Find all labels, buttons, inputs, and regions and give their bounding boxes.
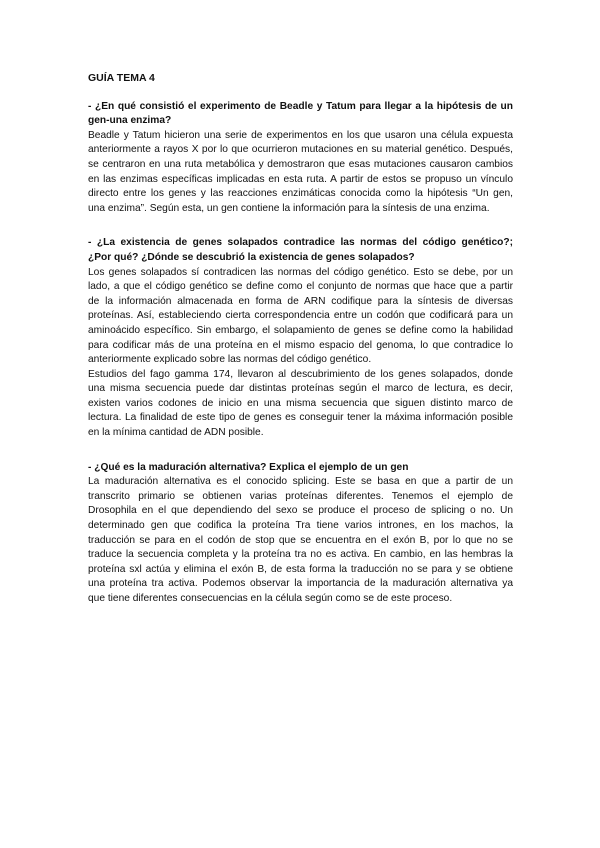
paragraph-line: proteína sxl actúa y elimina el exón B, de esta forma la traducción no se para y se obtiene bbox=[88, 563, 513, 575]
document-title: GUÍA TEMA 4 bbox=[88, 72, 155, 84]
section-3 bbox=[88, 461, 513, 607]
paragraph-line: Estudios del fago gamma 174, llevaron al descubrimiento de los genes solapados, donde bbox=[88, 368, 513, 380]
question-heading bbox=[88, 461, 513, 476]
paragraph-line: existen varios codones de inicio en una misma secuencia que siguen distinto marco de bbox=[88, 397, 513, 409]
question-heading bbox=[88, 236, 513, 265]
paragraph-line: lado, a que el código genético se define como el conjunto de normas que hace que a partir bbox=[88, 281, 513, 293]
paragraph-line: en la mínima cantidad de ADN posible. bbox=[88, 427, 264, 439]
question-line: gen-una enzima? bbox=[88, 115, 172, 127]
paragraph-line: traduce la secuencia completa y la proteína tra no es activa. En cambio, en las hembras la bbox=[88, 549, 513, 561]
answer-paragraph bbox=[88, 475, 513, 606]
sections bbox=[88, 100, 513, 607]
section-1 bbox=[88, 100, 513, 217]
paragraph-line: Drosophila en el que dependiendo del sexo se produce el proceso de splicing o no. Un bbox=[88, 505, 513, 517]
paragraph-line: Beadle y Tatum hicieron una serie de experimentos en los que usaron una célula expuesta bbox=[88, 129, 513, 141]
paragraph-line: de la información almacenada en forma de ARN codifique para la síntesis de diversas bbox=[88, 295, 513, 307]
paragraph-line: se centraron en una ruta metabólica y demostraron que esas mutaciones causaron cambios bbox=[88, 158, 513, 170]
paragraph-line: una proteína tra activa. Podemos observar la importancia de la maduración alternativa ya bbox=[88, 578, 513, 590]
document-page bbox=[88, 71, 513, 627]
question-line: ¿Por qué? ¿Dónde se descubrió la existencia de genes solapados? bbox=[88, 251, 415, 263]
paragraph-line: La maduración alternativa es el conocido splicing. Este se basa en que a partir de un bbox=[88, 476, 513, 488]
question-line: - ¿La existencia de genes solapados contradice las normas del código genético?; bbox=[88, 237, 513, 249]
paragraph-line: que tiene diferentes consecuencias en la célula según como se de este proceso. bbox=[88, 593, 453, 604]
paragraph-line: para codificar más de una proteína en el mismo espacio del genoma, lo que contradice lo bbox=[88, 339, 513, 351]
paragraph-line: transcrito primario se obtienen varias proteínas diferentes. Tenemos el ejemplo de bbox=[88, 490, 513, 502]
paragraph-line: en las enzimas específicas implicadas en esta ruta. A partir de estos se propuso un vínculo bbox=[88, 173, 513, 185]
paragraph-line: directo entre los genes y las reacciones enzimáticas conocida como la hipótesis “Un gen, bbox=[88, 188, 513, 200]
paragraph-line: aminoácido específico. Sin embargo, el solapamiento de genes se define como la habilidad bbox=[88, 324, 513, 336]
paragraph-line: anteriormente explicado sobre las normas del código genético. bbox=[88, 354, 372, 366]
paragraph-line: traducción se para en el codón de stop que se encuentra en el exón B, por lo que no se bbox=[88, 534, 513, 546]
paragraph-line: determinado gen que codifica la proteína Tra tiene varios intrones, en los machos, la bbox=[88, 520, 513, 532]
paragraph-line: una enzima”. Según esta, un gen contiene la información para la síntesis de una enzima. bbox=[88, 202, 490, 214]
paragraph-line: lectura. La finalidad de este tipo de genes es conseguir tener la máxima información posible bbox=[88, 412, 513, 424]
paragraph-line: una misma secuencia puede dar distintas proteínas según el marco de lectura, es decir, bbox=[88, 383, 513, 395]
question-line: - ¿Qué es la maduración alternativa? Explica el ejemplo de un gen bbox=[88, 461, 409, 473]
answer-paragraph bbox=[88, 266, 513, 368]
answer-paragraph bbox=[88, 129, 513, 217]
answer-paragraph bbox=[88, 368, 513, 441]
question-line: - ¿En qué consistió el experimento de Beadle y Tatum para llegar a la hipótesis de un bbox=[88, 100, 513, 112]
paragraph-line: anteriormente a rayos X por lo que ocurrieron mutaciones en su material genético. Después, bbox=[88, 144, 513, 156]
section-2 bbox=[88, 236, 513, 440]
question-heading bbox=[88, 100, 513, 129]
paragraph-line: Los genes solapados sí contradicen las normas del código genético. Esto se debe, por un bbox=[88, 266, 513, 278]
paragraph-line: proteínas. Así, estableciendo cierta correspondencia entre un codón que codificará para un bbox=[88, 310, 513, 322]
